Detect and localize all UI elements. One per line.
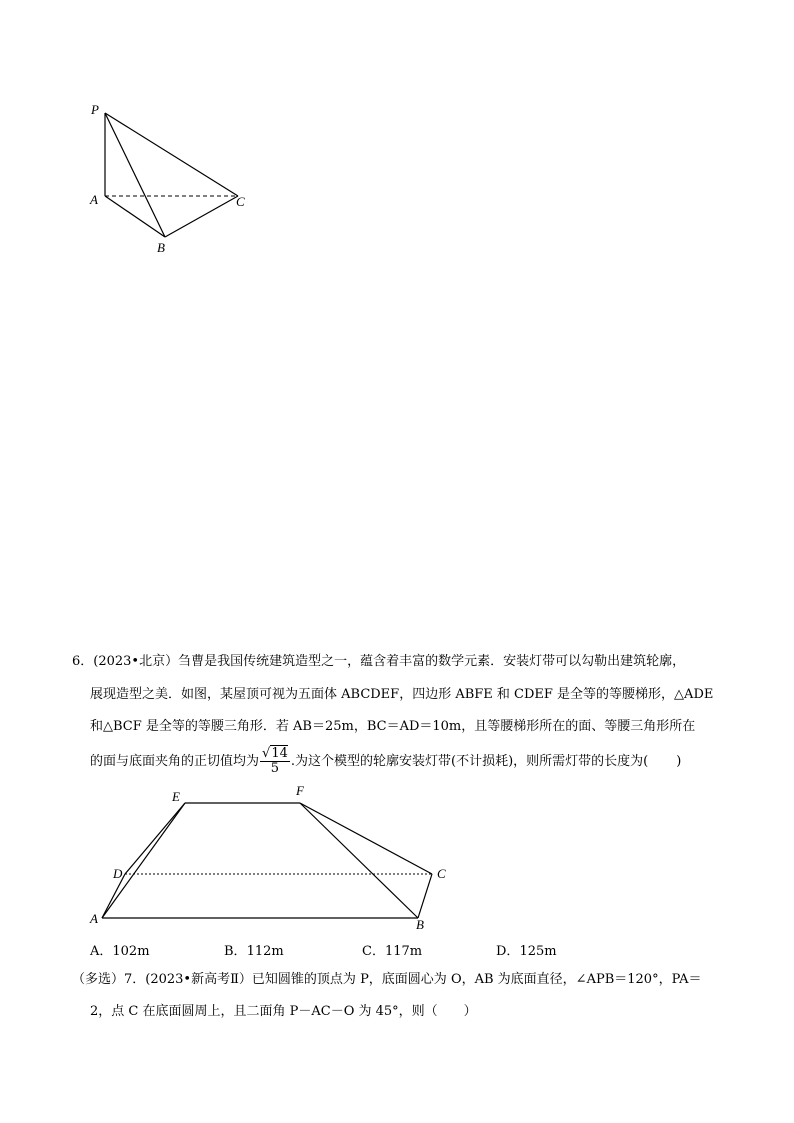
edge-FB bbox=[300, 803, 418, 918]
q6-line-2: 展现造型之美．如图，某屋顶可视为五面体 ABCDEF，四边形 ABFE 和 CDEF 是全等的等腰梯形，△ADE bbox=[90, 687, 714, 702]
edge-BC bbox=[165, 196, 238, 237]
label-F: F bbox=[296, 783, 304, 798]
q6-line-3: 和△BCF 是全等的等腰三角形．若 AB＝25m，BC＝AD＝10m，且等腰梯形所在的面、等腰三角形所在 bbox=[90, 719, 696, 734]
label-C2: C bbox=[437, 866, 446, 881]
tangent-fraction bbox=[260, 747, 290, 776]
label-B: B bbox=[157, 240, 165, 255]
label-A: A bbox=[90, 192, 98, 207]
edge-DE bbox=[125, 803, 185, 874]
choice-b-value: 112m bbox=[246, 944, 284, 959]
choice-c-value: 117m bbox=[384, 944, 423, 959]
choice-b-letter: B． bbox=[224, 944, 247, 959]
label-D: D bbox=[113, 866, 123, 881]
choice-c[interactable] bbox=[362, 940, 422, 959]
choice-a[interactable] bbox=[90, 940, 150, 959]
label-P: P bbox=[91, 102, 99, 117]
q6-answer-close-paren: ) bbox=[676, 754, 682, 769]
pentahedron-figure bbox=[90, 780, 450, 930]
q7-line-1: （多选）7．(2023•新高考Ⅱ）已知圆锥的顶点为 P，底面圆心为 O，AB 为底面直径，∠APB＝120°，PA＝ bbox=[72, 972, 702, 987]
q6-line-4-post: .为这个模型的轮廓安装灯带(不计损耗)，则所需灯带的长度为( bbox=[290, 754, 649, 769]
edge-BC bbox=[418, 874, 432, 918]
label-E: E bbox=[172, 789, 180, 804]
q6-line-1: 6．(2023•北京）刍曹是我国传统建筑造型之一，蕴含着丰富的数学元素．安装灯带可以勾勒出建筑轮廓， bbox=[72, 654, 686, 669]
label-C: C bbox=[236, 194, 245, 209]
choice-a-letter: A． bbox=[90, 944, 113, 959]
tetrahedron-figure bbox=[80, 95, 260, 265]
choice-a-value: 102m bbox=[112, 944, 150, 959]
edge-AE bbox=[102, 803, 185, 918]
q6-line-4 bbox=[90, 747, 681, 776]
choice-d[interactable] bbox=[496, 940, 557, 959]
fraction-numerator: √14 bbox=[262, 746, 288, 761]
choice-d-value: 125m bbox=[519, 944, 557, 959]
label-A2: A bbox=[90, 911, 98, 926]
q6-line-4-pre: 的面与底面夹角的正切值均为 bbox=[90, 754, 260, 769]
q7-line-2: 2，点 C 在底面圆周上，且二面角 P－AC－O 为 45°，则（ ） bbox=[90, 1004, 477, 1019]
choice-b[interactable] bbox=[224, 940, 284, 959]
sqrt-radicand: 14 bbox=[271, 746, 288, 761]
choice-d-letter: D． bbox=[496, 944, 520, 959]
fraction-denominator: 5 bbox=[270, 761, 280, 776]
edge-AB bbox=[105, 196, 165, 237]
edge-FC bbox=[300, 803, 432, 874]
label-B2: B bbox=[416, 917, 424, 932]
choice-c-letter: C． bbox=[362, 944, 385, 959]
